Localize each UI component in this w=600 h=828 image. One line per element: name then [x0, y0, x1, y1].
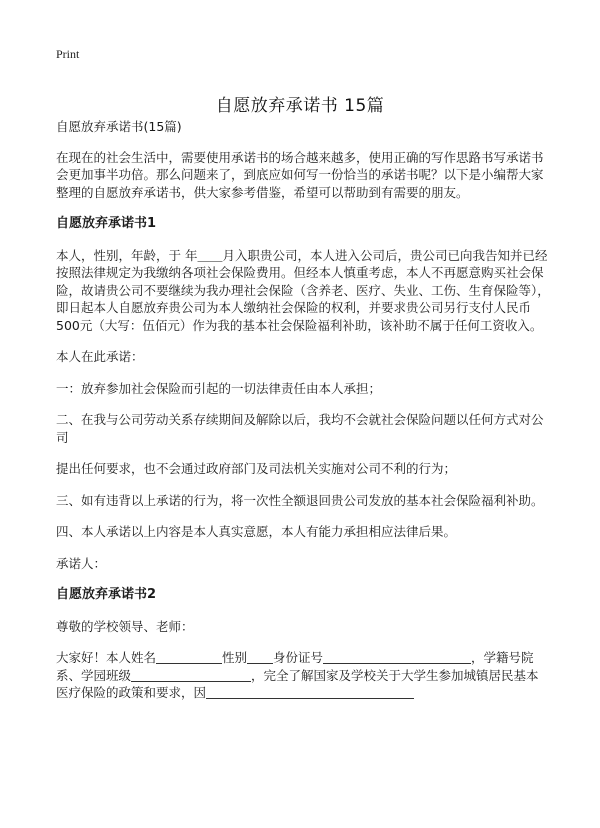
section2-text-b: 性别	[222, 650, 248, 665]
gender-blank	[247, 651, 273, 664]
id-number-blank	[323, 651, 471, 664]
section2-text-d: ，学籍号院系、学园班级	[56, 650, 534, 683]
section1-paragraph-4: 二、在我与公司劳动关系存续期间及解除以后，我均不会就社会保险问题以任何方式对公司	[56, 412, 544, 445]
section-heading-2: 自愿放弃承诺书2	[56, 587, 157, 602]
section1-paragraph-2: 本人在此承诺：	[56, 349, 144, 364]
name-blank	[156, 651, 222, 664]
section1-paragraph-3: 一：放弃参加社会保险而引起的一切法律责任由本人承担；	[56, 380, 382, 396]
section1-paragraph-8: 承诺人：	[56, 555, 107, 571]
class-blank	[131, 669, 251, 682]
section1-paragraph-7: 四、本人承诺以上内容是本人真实意愿，本人有能力承担相应法律后果。	[56, 524, 457, 539]
section2-text-e: ，完全了解国家及学校关于大学生参加城镇居民基本医疗保险的政策和要求，因	[56, 667, 539, 700]
print-link[interactable]: Print	[56, 47, 80, 61]
section1-paragraph-5: 提出任何要求，也不会通过政府部门及司法机关实施对公司不利的行为；	[56, 461, 457, 476]
section2-greeting: 尊敬的学校领导、老师：	[56, 618, 194, 634]
section2-text-c: 身份证号	[273, 650, 324, 665]
document-body	[56, 118, 550, 716]
document-subtitle: 自愿放弃承诺书(15篇)	[56, 119, 182, 134]
intro-paragraph: 在现在的社会生活中，需要使用承诺书的场合越来越多，使用正确的写作思路书写承诺书会更加事半功倍。那么问题来了，到底应如何写一份恰当的承诺书呢？以下是小编帮大家整理的自愿放弃承诺书，供大家参考借鉴，希望可以帮助到有需要的朋友。	[56, 149, 544, 200]
reason-blank	[206, 686, 414, 699]
section-heading-1: 自愿放弃承诺书1	[56, 216, 157, 231]
section1-paragraph-1: 本人，性别，年龄，于 年＿＿月入职贵公司，本人进入公司后，贵公司已向我告知并已经按照法律规定为我缴纳各项社会保险费用。但经本人慎重考虑，本人不再愿意购买社会保险，故请贵公司不要继续为我办理社会保险（含养老、医疗、失业、工伤、生育保险等），即日起本人自愿放弃贵公司为本人缴纳社会保险的权利，并要求贵公司另行支付人民币500元（大写：伍佰元）作为我的基本社会保险福利补助，该补助不属于任何工资收入。	[56, 247, 550, 333]
page-title: 自愿放弃承诺书 15篇	[215, 96, 385, 117]
section2-text-a: 大家好！本人姓名	[56, 650, 157, 665]
section1-paragraph-6: 三、如有违背以上承诺的行为，将一次性全额退回贵公司发放的基本社会保险福利补助。	[56, 492, 544, 508]
section2-paragraph	[56, 649, 550, 702]
